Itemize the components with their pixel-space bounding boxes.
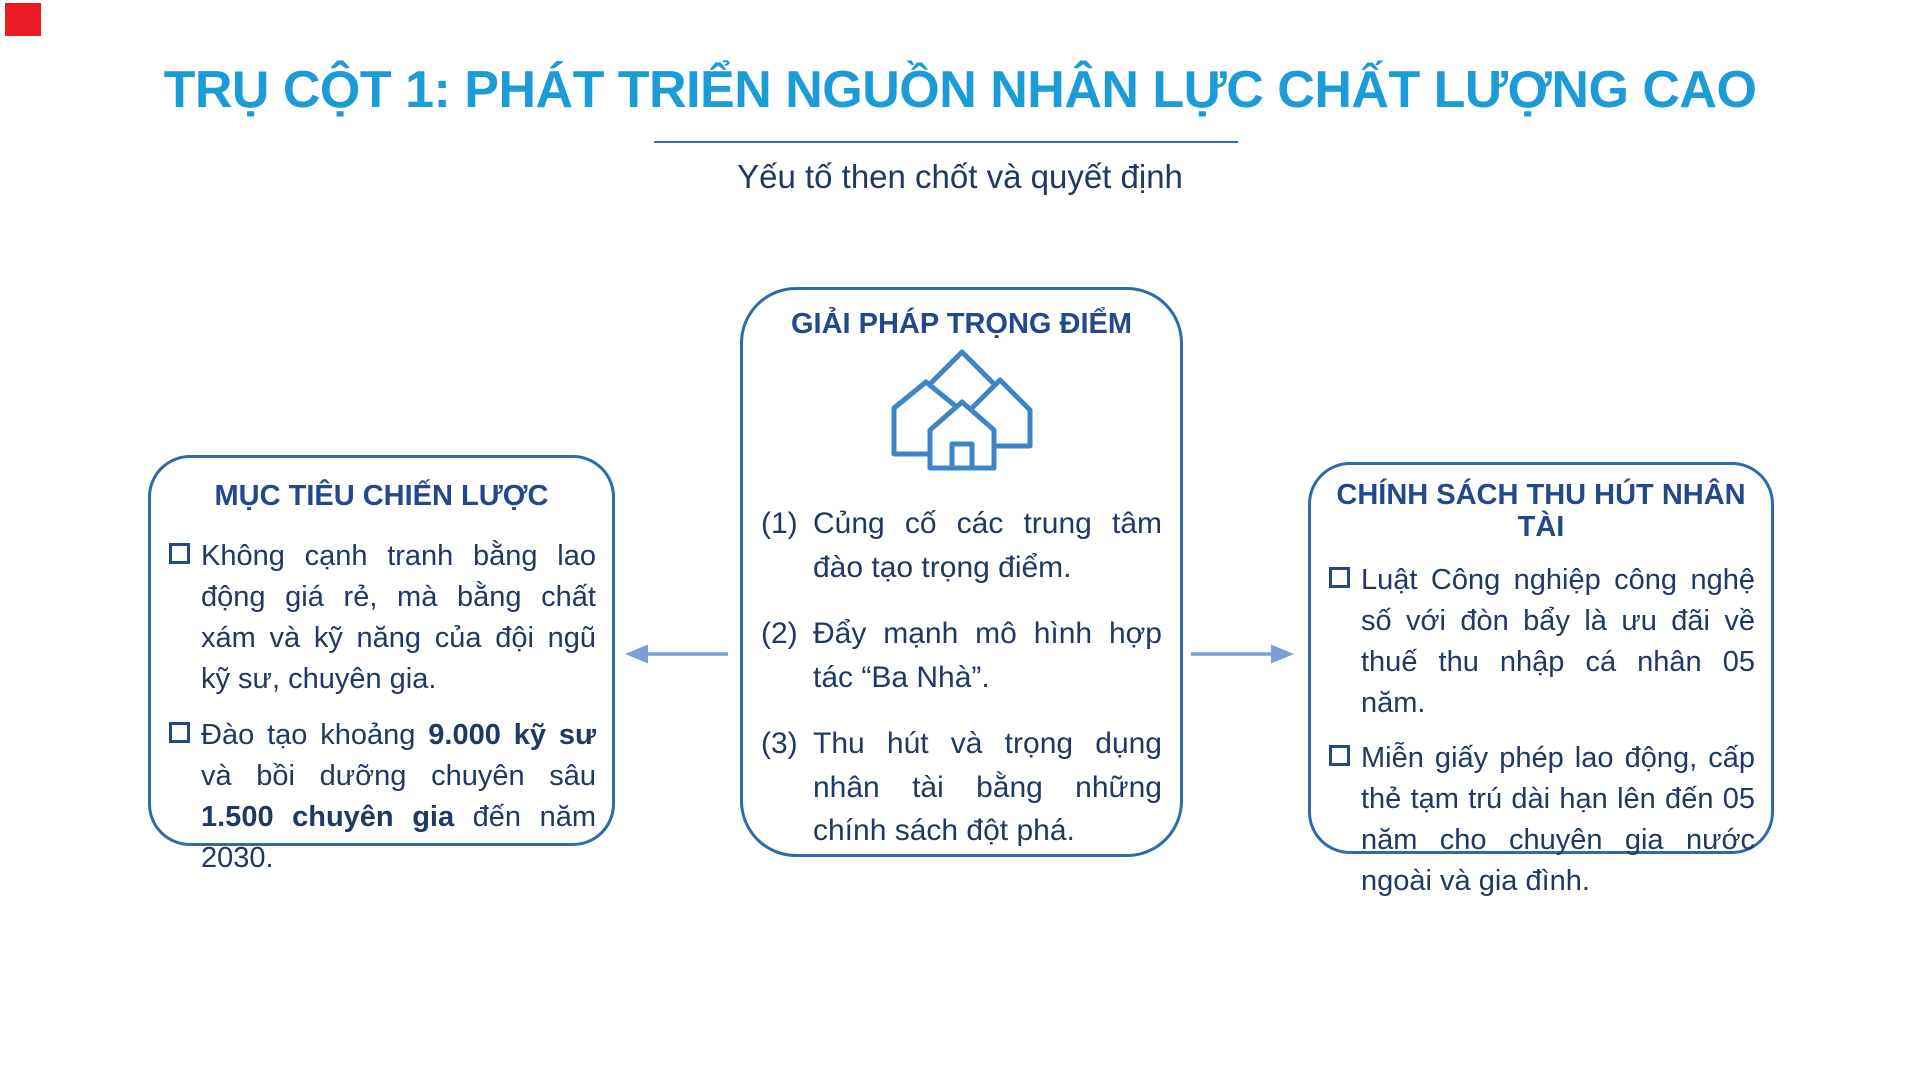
list-item [1327, 738, 1755, 902]
red-corner-mark [5, 3, 41, 36]
right-arrow-icon [1189, 638, 1297, 675]
title-underline-divider [654, 141, 1238, 143]
item-number: (3) [761, 727, 798, 761]
solution-1: Củng cố các trung tâm đào tạo trọng điểm. [813, 507, 1162, 584]
strategic-goal-2 [201, 715, 596, 879]
item-number: (2) [761, 617, 798, 651]
square-bullet-icon [1329, 567, 1350, 588]
list-item [167, 715, 596, 879]
slide-subtitle: Yếu tố then chốt và quyết định [737, 158, 1183, 195]
goal2-text: Đào tạo khoảng [201, 718, 429, 751]
item-number: (1) [761, 507, 798, 541]
left-arrow-icon [622, 638, 730, 675]
houses-icon [882, 346, 1042, 476]
key-solutions-title: GIẢI PHÁP TRỌNG ĐIỂM [790, 308, 1133, 340]
square-bullet-icon [1329, 745, 1350, 766]
talent-policy-title: CHÍNH SÁCH THU HÚT NHÂN TÀI [1336, 479, 1746, 544]
policy-1: Luật Công nghiệp công nghệ số với đòn bẩy là ưu đãi về thuế thu nhập cá nhân 05 năm. [1361, 563, 1755, 719]
strategic-goals-box [148, 455, 615, 874]
strategic-goal-1: Không cạnh tranh bằng lao động giá rẻ, mà bằng chất xám và kỹ năng của đội ngũ kỹ sư, chuyên gia. [201, 540, 596, 696]
square-bullet-icon [169, 543, 190, 564]
list-item [1327, 560, 1755, 724]
solution-3: Thu hút và trọng dụng nhân tài bằng những chính sách đột phá. [813, 727, 1162, 848]
slide-title: TRỤ CỘT 1: PHÁT TRIỂN NGUỒN NHÂN LỰC CHẤT LƯỢNG CAO [163, 61, 1757, 119]
solution-2: Đẩy mạnh mô hình hợp tác “Ba Nhà”. [813, 617, 1162, 694]
goal2-highlight-experts: 1.500 chuyên gia [201, 800, 455, 833]
talent-policy-box [1308, 462, 1774, 898]
policy-2: Miễn giấy phép lao động, cấp thẻ tạm trú dài hạn lên đến 05 năm cho chuyên gia nước ngoài và gia đình. [1361, 742, 1755, 898]
list-item [761, 612, 1162, 699]
solutions-list [761, 502, 1162, 853]
list-item [761, 722, 1162, 853]
list-item [167, 536, 596, 700]
goal2-text: đến năm 2030. [201, 800, 596, 874]
goal2-highlight-engineers: 9.000 kỹ sư [428, 718, 597, 751]
goal2-text: và bồi dưỡng chuyên sâu [201, 759, 596, 792]
key-solutions-box [740, 287, 1183, 857]
strategic-goals-title: MỤC TIÊU CHIẾN LƯỢC [214, 480, 549, 512]
list-item [761, 502, 1162, 589]
square-bullet-icon [169, 722, 190, 743]
